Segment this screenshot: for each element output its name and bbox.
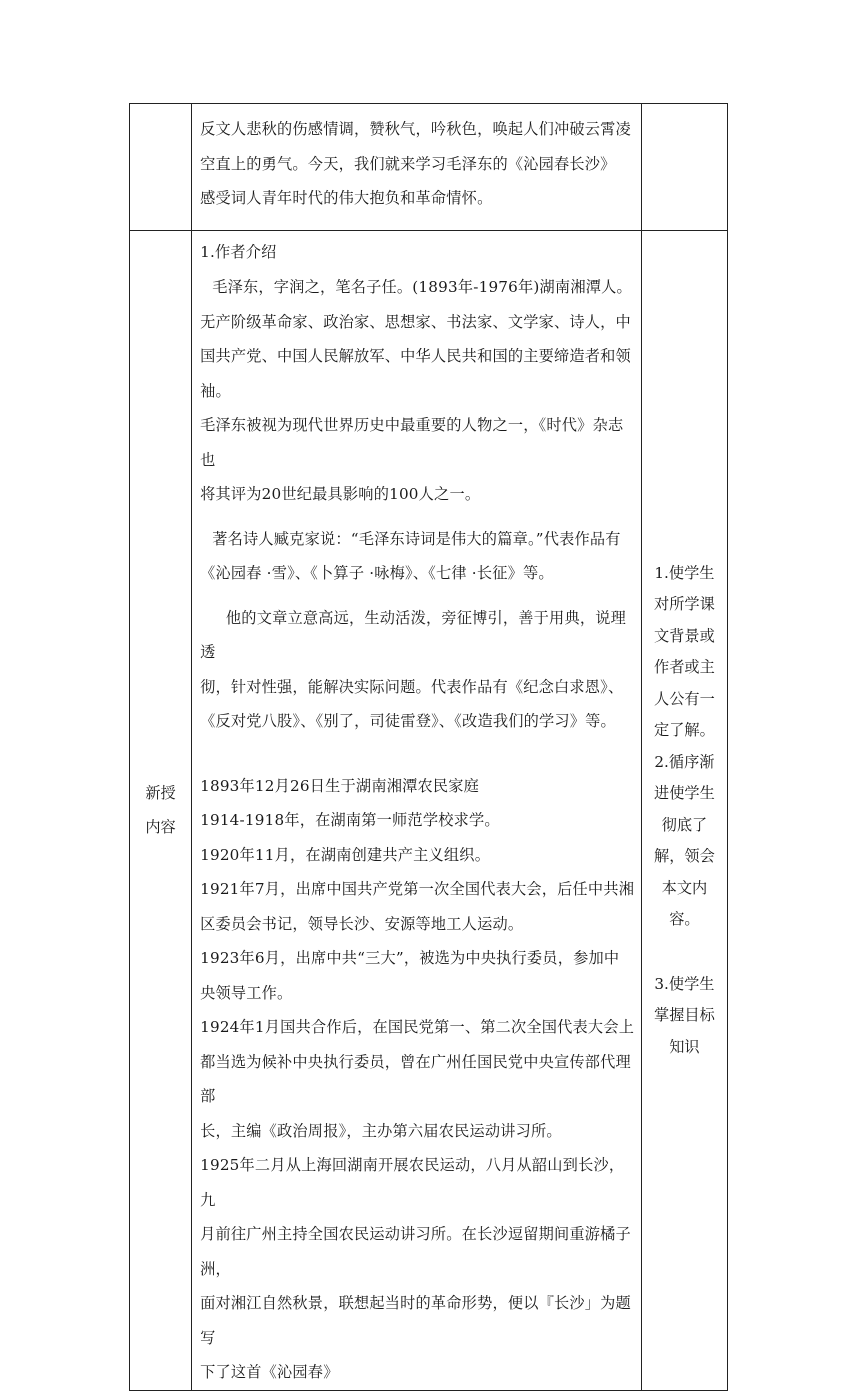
timeline-line: 1893年12月26日生于湖南湘潭农民家庭 bbox=[200, 776, 480, 795]
poet-comment bbox=[200, 522, 637, 591]
author-bio bbox=[200, 270, 637, 512]
intro-line: 空直上的勇气。今天，我们就来学习毛泽东的《沁园春长沙》 bbox=[200, 154, 616, 173]
timeline-line: 都当选为候补中央执行委员，曾在广州任国民党中央宣传部代理部 bbox=[200, 1052, 631, 1105]
bio-line: 无产阶级革命家、政治家、思想家、书法家、文学家、诗人，中 bbox=[200, 312, 631, 331]
bio-line: 将其评为20世纪最具影响的100人之一。 bbox=[200, 485, 481, 503]
style-line: 彻，针对性强，能解决实际问题。代表作品有《纪念白求恩》、 bbox=[200, 677, 624, 696]
timeline-line: 1924年1月国共合作后，在国民党第一、第二次全国代表大会上 bbox=[200, 1018, 635, 1036]
style-line: 《反对党八股》、《别了，司徒雷登》、《改造我们的学习》等。 bbox=[200, 712, 616, 730]
section-heading: 1.作者介绍 bbox=[200, 243, 277, 261]
poet-line: 著名诗人臧克家说：“毛泽东诗词是伟大的篇章。”代表作品有 bbox=[212, 529, 621, 548]
timeline-line: 1923年6月，出席中共“三大”，被选为中央执行委员，参加中 bbox=[200, 949, 620, 967]
timeline-line: 央领导工作。 bbox=[200, 983, 293, 1002]
intro-line: 感受词人青年时代的伟大抱负和革命情怀。 bbox=[200, 189, 493, 207]
goal-cell-empty bbox=[641, 104, 727, 231]
section-label: 新授内容 bbox=[145, 784, 176, 837]
timeline-line: 1920年11月，在湖南创建共产主义组织。 bbox=[200, 845, 491, 864]
poet-line: 《沁园春 ·雪》、《卜算子 ·咏梅》、《七律 ·长征》等。 bbox=[200, 564, 554, 582]
timeline bbox=[200, 769, 637, 1390]
intro-content-cell bbox=[192, 104, 642, 231]
bio-line: 毛泽东，字润之，笔名子任。(1893年-1976年)湖南湘潭人。 bbox=[212, 278, 632, 296]
new-content-cell bbox=[192, 231, 642, 1391]
intro-line: 反文人悲秋的伤感情调，赞秋气，吟秋色，唤起人们冲破云霄凌 bbox=[200, 120, 631, 138]
timeline-line: 下了这首《沁园春》 bbox=[200, 1363, 339, 1381]
teaching-goal-2: 2.循序渐进使学生彻底了解，领会本文内容。 bbox=[654, 752, 715, 928]
section-label-cell-empty bbox=[130, 104, 192, 231]
lesson-plan-table bbox=[129, 103, 728, 1391]
timeline-line: 面对湘江自然秋景，联想起当时的革命形势，便以『长沙」为题写 bbox=[200, 1294, 631, 1347]
table-row-intro bbox=[130, 104, 728, 231]
bio-line: 毛泽东被视为现代世界历史中最重要的人物之一，《时代》杂志也 bbox=[200, 416, 624, 469]
writing-style bbox=[200, 601, 637, 739]
timeline-line: 1914-1918年，在湖南第一师范学校求学。 bbox=[200, 811, 500, 829]
timeline-line: 1925年二月从上海回湖南开展农民运动，八月从韶山到长沙，九 bbox=[200, 1156, 625, 1209]
teaching-goal-1: 1.使学生对所学课文背景或作者或主人公有一定了解。 bbox=[654, 563, 715, 739]
table-row-new-content bbox=[130, 231, 728, 1391]
timeline-line: 月前往广州主持全国农民运动讲习所。在长沙逗留期间重游橘子洲， bbox=[200, 1225, 631, 1278]
timeline-line: 区委员会书记，领导长沙、安源等地工人运动。 bbox=[200, 914, 524, 933]
teaching-goals-cell bbox=[641, 231, 727, 1391]
style-line: 他的文章立意高远，生动活泼，旁征博引，善于用典，说理透 bbox=[200, 608, 626, 661]
teaching-goal-3: 3.使学生掌握目标知识 bbox=[654, 974, 715, 1056]
section-label-cell bbox=[130, 231, 192, 1391]
timeline-line: 长，主编《政治周报》，主办第六届农民运动讲习所。 bbox=[200, 1121, 562, 1140]
bio-line: 国共产党、中国人民解放军、中华人民共和国的主要缔造者和领袖。 bbox=[200, 347, 631, 400]
timeline-line: 1921年7月，出席中国共产党第一次全国代表大会，后任中共湘 bbox=[200, 880, 635, 898]
